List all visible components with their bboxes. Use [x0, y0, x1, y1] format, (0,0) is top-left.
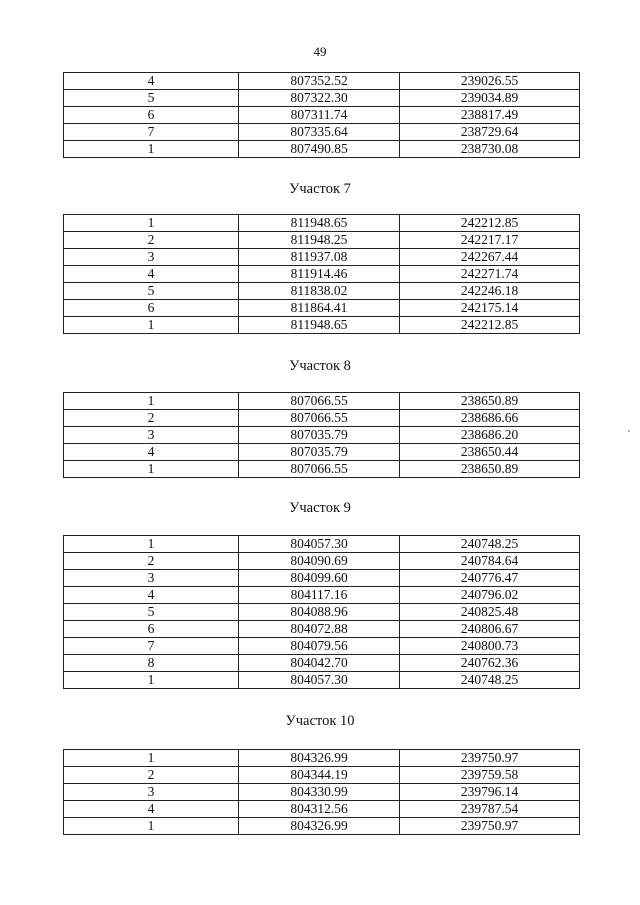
point-number: 2 [64, 410, 239, 427]
coordinate-y: 242175.14 [400, 300, 580, 317]
page-number: 49 [313, 44, 327, 59]
coordinate-table-plot-7 [63, 214, 580, 334]
coordinate-x: 807035.79 [239, 444, 400, 461]
table-row [64, 283, 580, 300]
scan-speck [628, 430, 630, 432]
coordinate-y: 239750.97 [400, 750, 580, 767]
coordinate-x: 811948.25 [239, 232, 400, 249]
table-row [64, 604, 580, 621]
point-number: 1 [64, 317, 239, 334]
coordinate-y: 242212.85 [400, 317, 580, 334]
coordinate-y: 242267.44 [400, 249, 580, 266]
coordinate-y: 240748.25 [400, 536, 580, 553]
coordinate-y: 238650.89 [400, 461, 580, 478]
coordinate-y: 242217.17 [400, 232, 580, 249]
coordinate-y: 238650.89 [400, 393, 580, 410]
point-number: 6 [64, 621, 239, 638]
coordinate-x: 807322.30 [239, 90, 400, 107]
point-number: 1 [64, 393, 239, 410]
coordinate-y: 240776.47 [400, 570, 580, 587]
coordinate-y: 242271.74 [400, 266, 580, 283]
point-number: 7 [64, 124, 239, 141]
coordinate-x: 811914.46 [239, 266, 400, 283]
table-row [64, 587, 580, 604]
coordinate-x: 807066.55 [239, 410, 400, 427]
coordinate-x: 804079.56 [239, 638, 400, 655]
table-row [64, 801, 580, 818]
coordinate-x: 811864.41 [239, 300, 400, 317]
coordinate-y: 239034.89 [400, 90, 580, 107]
point-number: 2 [64, 553, 239, 570]
coordinate-x: 804072.88 [239, 621, 400, 638]
table-row [64, 553, 580, 570]
table-row [64, 141, 580, 158]
coordinate-x: 804326.99 [239, 750, 400, 767]
coordinate-x: 807490.85 [239, 141, 400, 158]
coordinate-table-plot-8 [63, 392, 580, 478]
coordinate-table-plot-10 [63, 749, 580, 835]
coordinate-y: 242246.18 [400, 283, 580, 300]
coordinate-x: 811948.65 [239, 317, 400, 334]
point-number: 1 [64, 750, 239, 767]
coordinate-x: 804090.69 [239, 553, 400, 570]
point-number: 7 [64, 638, 239, 655]
point-number: 1 [64, 461, 239, 478]
coordinate-x: 804099.60 [239, 570, 400, 587]
coordinate-x: 807311.74 [239, 107, 400, 124]
table-row [64, 444, 580, 461]
coordinate-y: 240806.67 [400, 621, 580, 638]
coordinate-x: 811937.08 [239, 249, 400, 266]
coordinate-y: 239026.55 [400, 73, 580, 90]
table-row [64, 90, 580, 107]
coordinate-x: 807335.64 [239, 124, 400, 141]
table-row [64, 215, 580, 232]
coordinate-y: 242212.85 [400, 215, 580, 232]
point-number: 4 [64, 73, 239, 90]
point-number: 3 [64, 570, 239, 587]
coordinate-x: 804312.56 [239, 801, 400, 818]
table-row [64, 124, 580, 141]
table-row [64, 672, 580, 689]
table-row [64, 638, 580, 655]
coordinate-table-continued [63, 72, 580, 158]
section-heading-plot-10: Участок 10 [285, 713, 355, 729]
coordinate-y: 239796.14 [400, 784, 580, 801]
coordinate-y: 240825.48 [400, 604, 580, 621]
point-number: 6 [64, 300, 239, 317]
table-row [64, 393, 580, 410]
coordinate-x: 804057.30 [239, 672, 400, 689]
table-row [64, 655, 580, 672]
point-number: 1 [64, 672, 239, 689]
point-number: 5 [64, 283, 239, 300]
coordinate-x: 804042.70 [239, 655, 400, 672]
coordinate-table-plot-9 [63, 535, 580, 689]
section-heading-plot-8: Участок 8 [289, 358, 351, 374]
table-row [64, 570, 580, 587]
table-row [64, 818, 580, 835]
point-number: 3 [64, 784, 239, 801]
coordinate-x: 804117.16 [239, 587, 400, 604]
table-row [64, 427, 580, 444]
coordinate-y: 238817.49 [400, 107, 580, 124]
coordinate-y: 238686.66 [400, 410, 580, 427]
coordinate-x: 807035.79 [239, 427, 400, 444]
table-row [64, 536, 580, 553]
coordinate-y: 238730.08 [400, 141, 580, 158]
coordinate-x: 811838.02 [239, 283, 400, 300]
section-heading-plot-7: Участок 7 [289, 181, 351, 197]
point-number: 4 [64, 801, 239, 818]
point-number: 5 [64, 604, 239, 621]
table-row [64, 317, 580, 334]
point-number: 6 [64, 107, 239, 124]
table-row [64, 107, 580, 124]
coordinate-y: 240748.25 [400, 672, 580, 689]
coordinate-x: 804057.30 [239, 536, 400, 553]
coordinate-x: 807066.55 [239, 393, 400, 410]
coordinate-y: 238729.64 [400, 124, 580, 141]
coordinate-y: 240762.36 [400, 655, 580, 672]
point-number: 1 [64, 141, 239, 158]
point-number: 4 [64, 587, 239, 604]
point-number: 2 [64, 767, 239, 784]
point-number: 4 [64, 266, 239, 283]
table-row [64, 300, 580, 317]
coordinate-y: 239759.58 [400, 767, 580, 784]
table-row [64, 266, 580, 283]
coordinate-y: 238686.20 [400, 427, 580, 444]
section-heading-plot-9: Участок 9 [289, 500, 351, 516]
table-row [64, 621, 580, 638]
coordinate-x: 807066.55 [239, 461, 400, 478]
point-number: 1 [64, 536, 239, 553]
point-number: 5 [64, 90, 239, 107]
point-number: 3 [64, 427, 239, 444]
table-row [64, 410, 580, 427]
coordinate-y: 240784.64 [400, 553, 580, 570]
point-number: 1 [64, 818, 239, 835]
coordinate-y: 238650.44 [400, 444, 580, 461]
coordinate-x: 807352.52 [239, 73, 400, 90]
coordinate-x: 804344.19 [239, 767, 400, 784]
coordinate-y: 240800.73 [400, 638, 580, 655]
point-number: 8 [64, 655, 239, 672]
table-row [64, 461, 580, 478]
table-row [64, 767, 580, 784]
table-row [64, 232, 580, 249]
coordinate-y: 239787.54 [400, 801, 580, 818]
point-number: 4 [64, 444, 239, 461]
coordinate-x: 811948.65 [239, 215, 400, 232]
point-number: 3 [64, 249, 239, 266]
point-number: 2 [64, 232, 239, 249]
coordinate-x: 804326.99 [239, 818, 400, 835]
table-row [64, 249, 580, 266]
table-row [64, 73, 580, 90]
coordinate-y: 240796.02 [400, 587, 580, 604]
table-row [64, 784, 580, 801]
coordinate-x: 804330.99 [239, 784, 400, 801]
table-row [64, 750, 580, 767]
coordinate-y: 239750.97 [400, 818, 580, 835]
point-number: 1 [64, 215, 239, 232]
coordinate-x: 804088.96 [239, 604, 400, 621]
